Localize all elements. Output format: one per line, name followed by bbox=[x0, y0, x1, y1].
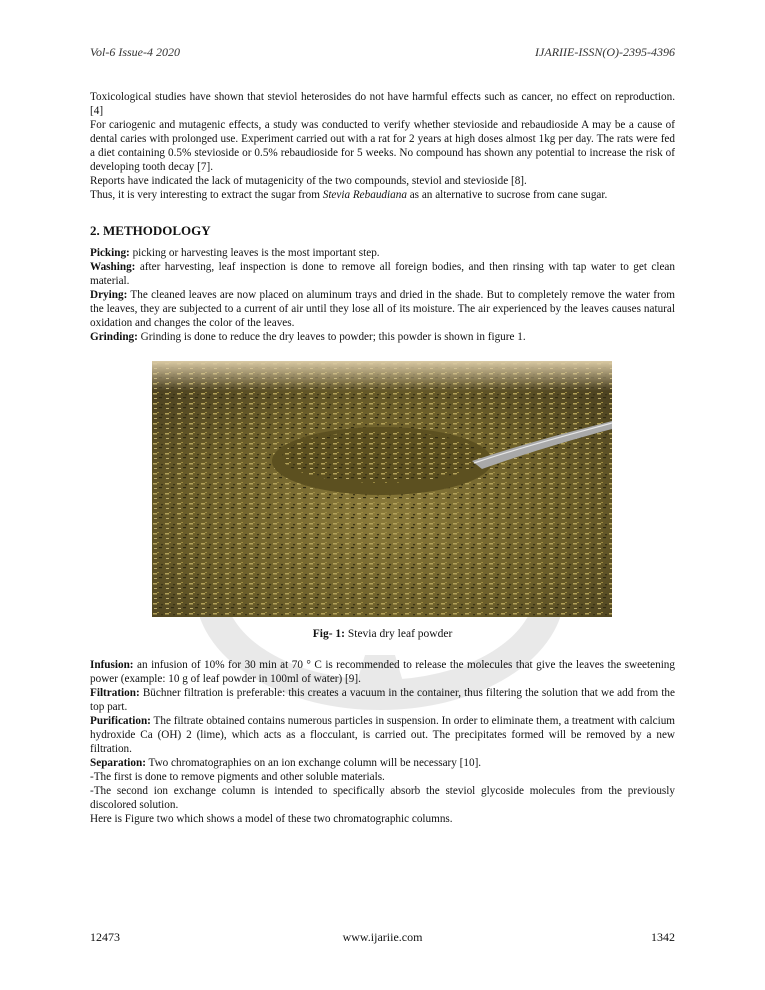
figure-caption: Fig- 1: Stevia dry leaf powder bbox=[312, 628, 453, 640]
extraction-steps bbox=[90, 658, 675, 826]
stevia-powder-photo bbox=[152, 361, 612, 617]
journal-issn-header: IJARIIE-ISSN(O)-2395-4396 bbox=[535, 45, 675, 59]
methodology-steps bbox=[90, 246, 675, 344]
paragraph: Here is Figure two which shows a model of these two chromatographic columns. bbox=[90, 813, 453, 825]
method-step: Purification: The filtrate obtained contains numerous particles in suspension. In order to eliminate them, a treatment with calcium hydroxide Ca (OH) 2 (lime), which acts as a flocculant, is carried out. The precipitates formed will be removed by a new filtration. bbox=[90, 715, 675, 755]
method-step: Grinding: Grinding is done to reduce the dry leaves to powder; this powder is shown in figure 1. bbox=[90, 331, 526, 343]
method-step: Filtration: Büchner filtration is preferable: this creates a vacuum in the container, thus filtering the solution that we add from the top part. bbox=[90, 687, 675, 713]
intro-text bbox=[90, 90, 675, 202]
paragraph: Toxicological studies have shown that steviol heterosides do not have harmful effects such as cancer, no effect on reproduction. [4] bbox=[90, 91, 675, 117]
paragraph: For cariogenic and mutagenic effects, a study was conducted to verify whether stevioside and rebaudioside A may be a cause of dental caries with prolonged use. Experiment carried out with a rat for 2 years at high doses almost 1kg per day. The rats were fed a diet containing 0.5% stevioside or 0.5% rebaudioside for 5 weeks. No compound has shown any potential to increase the risk of developing tooth decay [7]. bbox=[90, 119, 675, 173]
section-heading: 2. METHODOLOGY bbox=[90, 223, 211, 238]
journal-volume-header: Vol-6 Issue-4 2020 bbox=[90, 45, 180, 59]
paragraph: -The first is done to remove pigments and other soluble materials. bbox=[90, 771, 385, 783]
paragraph: Thus, it is very interesting to extract the sugar from Stevia Rebaudiana as an alternative to sucrose from cane sugar. bbox=[90, 189, 608, 201]
page-number: 1342 bbox=[651, 930, 675, 944]
paragraph: -The second ion exchange column is intended to specifically absorb the steviol glycoside molecules from the previously discolored solution. bbox=[90, 785, 675, 811]
method-step: Washing: after harvesting, leaf inspection is done to remove all foreign bodies, and then rinsing with tap water to get clean material. bbox=[90, 261, 675, 287]
method-step: Picking: picking or harvesting leaves is the most important step. bbox=[90, 247, 380, 259]
species-name: Stevia Rebaudiana bbox=[322, 189, 407, 201]
method-step: Separation: Two chromatographies on an ion exchange column will be necessary [10]. bbox=[90, 757, 482, 769]
journal-website-footer: www.ijariie.com bbox=[342, 930, 423, 944]
paragraph: Reports have indicated the lack of mutagenicity of the two compounds, steviol and stevioside [8]. bbox=[90, 175, 527, 187]
method-step: Infusion: an infusion of 10% for 30 min at 70 ° C is recommended to release the molecules that give the leaves the sweetening power (example: 10 g of leaf powder in 100ml of water) [9]. bbox=[90, 659, 675, 685]
method-step: Drying: The cleaned leaves are now placed on aluminum trays and dried in the shade. But to completely remove the water from the leaves, they are subjected to a current of air until they lose all of its moisture. The air experienced by the leaves causes natural oxidation and changes the color of the leaves. bbox=[90, 289, 675, 329]
paper-id-footer: 12473 bbox=[90, 930, 120, 944]
